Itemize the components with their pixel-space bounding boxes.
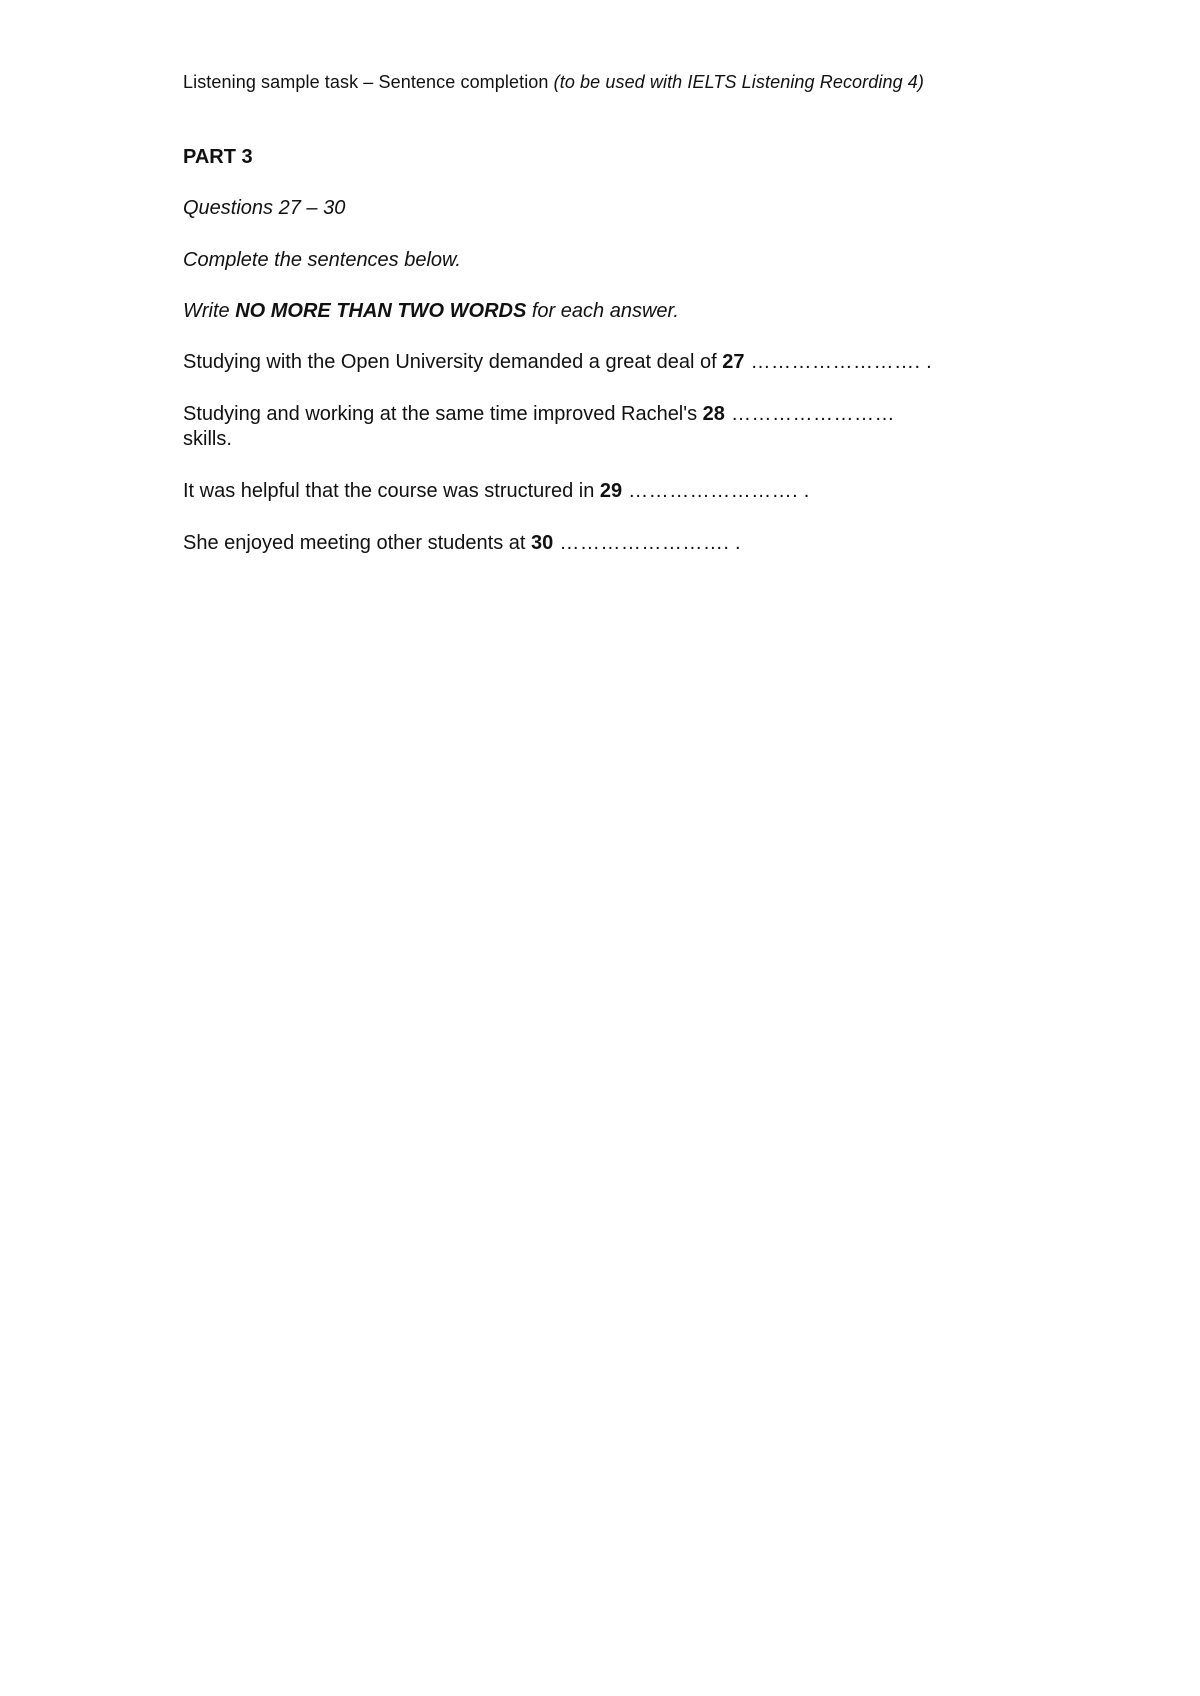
question-28 xyxy=(183,402,1043,452)
page-header xyxy=(183,72,924,93)
question-30 xyxy=(183,531,1043,556)
question-text: Studying and working at the same time improved Rachel's xyxy=(183,403,703,425)
complete-instruction: Complete the sentences below. xyxy=(183,249,461,271)
answer-blank: ……………………. xyxy=(622,480,799,502)
word-limit-suffix: for each answer. xyxy=(526,300,679,322)
question-number: 27 xyxy=(722,351,745,373)
question-text: She enjoyed meeting other students at xyxy=(183,532,532,554)
question-29 xyxy=(183,479,1043,504)
word-limit-bold: NO MORE THAN TWO WORDS xyxy=(235,300,527,322)
question-end: . xyxy=(729,532,741,554)
question-number: 28 xyxy=(702,403,725,425)
question-end: . xyxy=(920,351,932,373)
question-text: Studying with the Open University demanded a great deal of xyxy=(183,351,723,373)
part-heading: PART 3 xyxy=(183,146,253,168)
task-note: (to be used with IELTS Listening Recording 4) xyxy=(553,72,924,92)
question-27 xyxy=(183,350,1043,375)
question-text: It was helpful that the course was structured in xyxy=(183,480,600,502)
word-limit-instruction xyxy=(183,300,679,323)
questions-range: Questions 27 – 30 xyxy=(183,197,346,219)
task-label: Listening sample task – Sentence completion xyxy=(183,72,549,92)
question-end: . xyxy=(798,480,810,502)
question-number: 29 xyxy=(599,480,623,502)
question-number: 30 xyxy=(531,532,554,554)
answer-blank: …………………… xyxy=(724,403,895,425)
answer-blank: ……………………. xyxy=(553,532,730,554)
word-limit-prefix: Write xyxy=(183,300,236,322)
answer-blank: ……………………. xyxy=(744,351,921,373)
question-end: skills. xyxy=(183,428,232,450)
